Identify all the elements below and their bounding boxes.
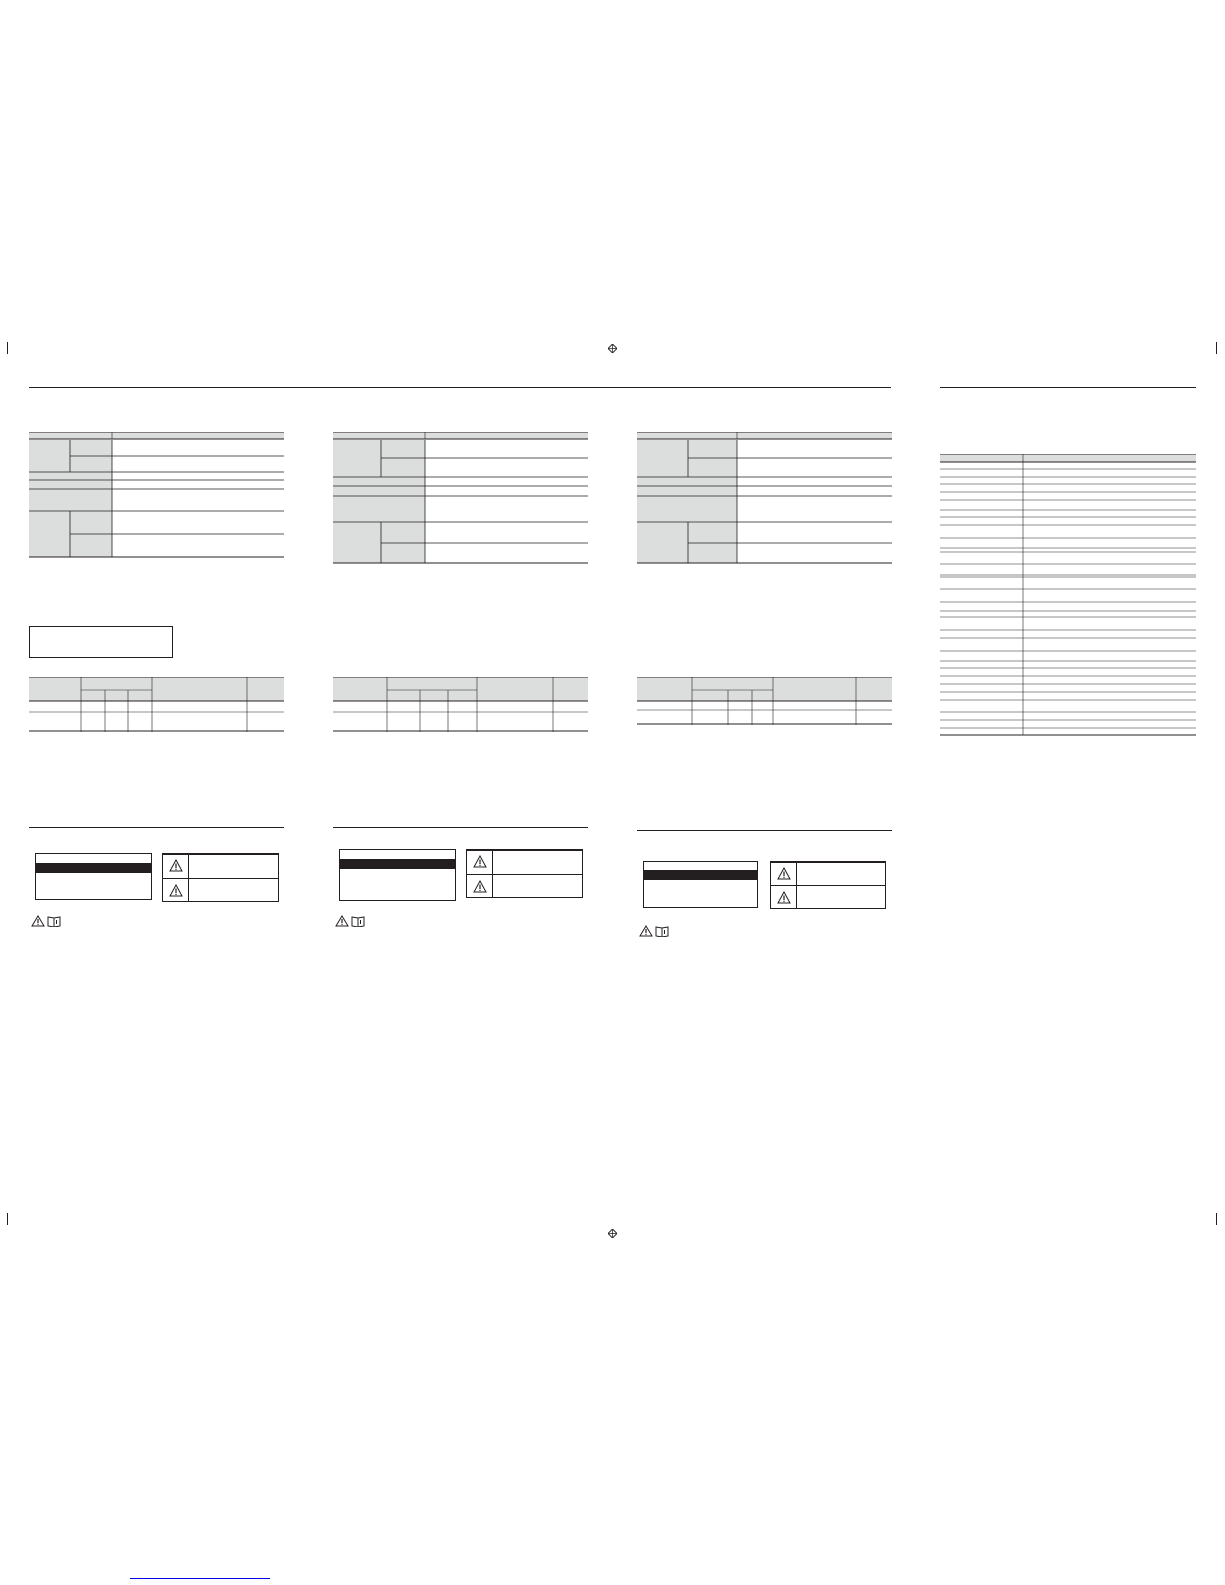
rating-table-grid <box>29 677 284 732</box>
warning-icon <box>169 859 183 872</box>
header-rule <box>29 387 891 388</box>
crop-mark <box>7 1213 8 1225</box>
warning-icon <box>31 915 45 927</box>
crop-mark <box>1216 342 1217 354</box>
registration-mark-icon <box>608 344 617 353</box>
manual-icons <box>31 915 61 927</box>
product-label-panel <box>643 861 758 908</box>
spec-table-grid <box>637 432 892 564</box>
section-rule <box>29 827 284 828</box>
manual-icons <box>639 925 669 937</box>
spec-table-left <box>29 432 284 563</box>
read-manual-icon <box>351 915 365 927</box>
rating-table-left <box>29 677 284 737</box>
warning-icon <box>777 867 791 880</box>
caution-icon <box>169 884 183 897</box>
spec-table-grid <box>333 432 588 564</box>
caution-icon <box>777 891 791 904</box>
rating-table-grid <box>637 677 892 725</box>
header-rule-side <box>940 387 1196 388</box>
footer-link[interactable] <box>130 1578 270 1579</box>
section-rule <box>637 830 892 831</box>
rating-table-right <box>637 677 892 730</box>
section-rule <box>333 827 588 828</box>
read-manual-icon <box>47 915 61 927</box>
manual-icons <box>335 915 365 927</box>
note-box <box>29 626 173 658</box>
spec-table-middle <box>333 432 588 569</box>
warning-box <box>466 849 583 898</box>
caution-icon <box>473 880 487 893</box>
rating-table-middle <box>333 677 588 737</box>
warning-box <box>770 861 886 909</box>
spec-table-right <box>637 432 892 569</box>
rating-table-grid <box>333 677 588 732</box>
warning-icon <box>473 855 487 868</box>
crop-mark <box>1216 1213 1217 1225</box>
product-label-panel <box>35 853 152 900</box>
warning-icon <box>335 915 349 927</box>
spec-table-grid <box>29 432 284 558</box>
registration-mark-icon <box>608 1229 617 1238</box>
crop-mark <box>7 342 8 354</box>
read-manual-icon <box>655 925 669 937</box>
side-table <box>940 454 1196 736</box>
warning-icon <box>639 925 653 937</box>
side-table-rows <box>940 469 1196 728</box>
product-label-panel <box>339 849 456 901</box>
warning-box <box>162 853 279 902</box>
